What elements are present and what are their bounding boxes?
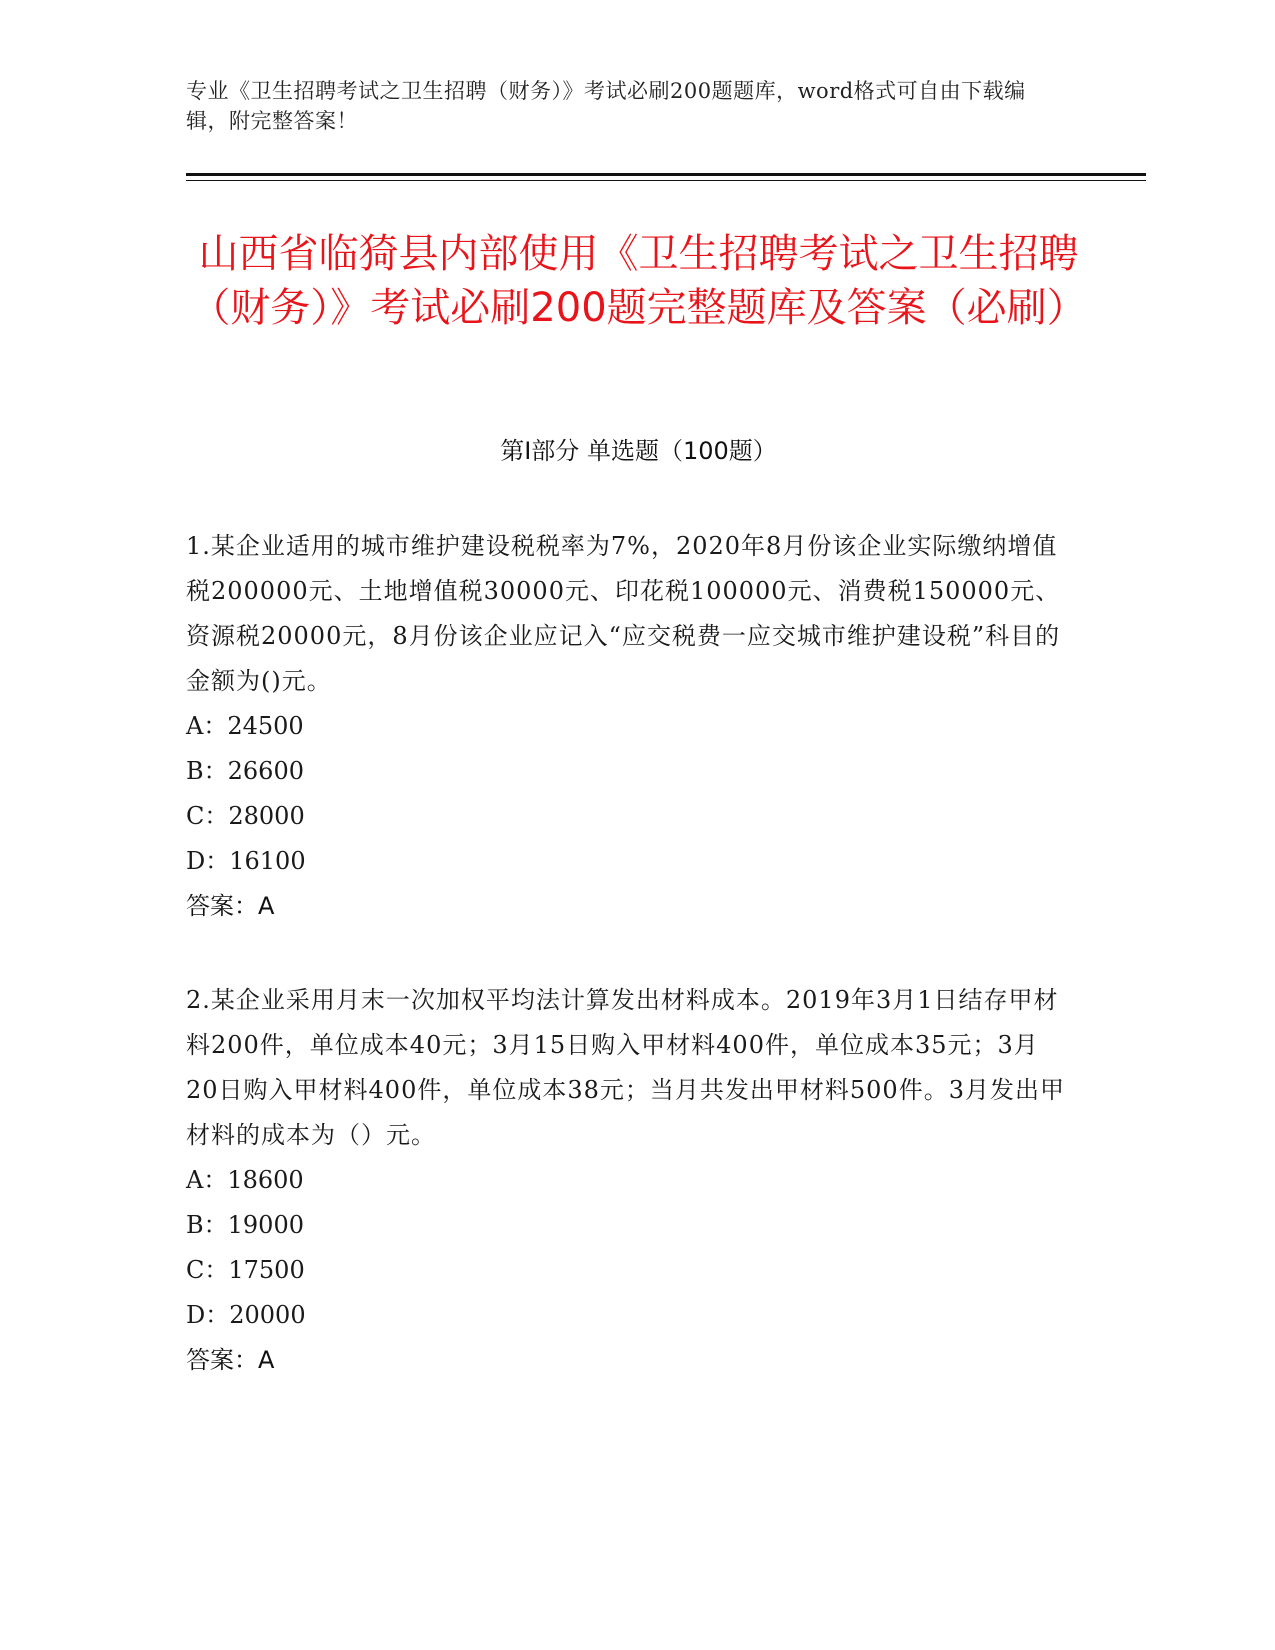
document-title: 山西省临猗县内部使用《卫生招聘考试之卫生招聘（财务）》考试必刷200题完整题库及答案（必刷） xyxy=(190,231,1087,331)
option-b: B：26600 xyxy=(186,757,304,785)
question-text: 2.某企业采用月末一次加权平均法计算发出材料成本。2019年3月1日结存甲材料200件，单位成本40元；3月15日购入甲材料400件，单位成本35元；3月20日购入甲材料400件，单位成本38元；当月共发出甲材料500件。3月发出甲材料的成本为（）元。 xyxy=(186,986,1065,1149)
header-divider-thin xyxy=(186,180,1146,181)
option-a: A：24500 xyxy=(186,712,304,740)
answer-line: 答案：A xyxy=(186,892,275,920)
header-divider-thick xyxy=(186,173,1146,176)
option-c: C：28000 xyxy=(186,802,305,830)
option-a: A：18600 xyxy=(186,1166,304,1194)
section-heading: 第I部分 单选题（100题） xyxy=(500,437,777,465)
question-item xyxy=(186,978,1066,1383)
header-note: 专业《卫生招聘考试之卫生招聘（财务）》考试必刷200题题库，word格式可自由下载编辑，附完整答案！ xyxy=(186,79,1026,133)
question-item xyxy=(186,524,1066,929)
answer-line: 答案：A xyxy=(186,1346,275,1374)
question-text: 1.某企业适用的城市维护建设税税率为7%，2020年8月份该企业实际缴纳增值税200000元、土地增值税30000元、印花税100000元、消费税150000元、资源税20000元，8月份该企业应记入“应交税费一应交城市维护建设税”科目的金额为()元。 xyxy=(186,532,1061,695)
option-d: D：16100 xyxy=(186,847,306,875)
option-c: C：17500 xyxy=(186,1256,305,1284)
option-b: B：19000 xyxy=(186,1211,304,1239)
option-d: D：20000 xyxy=(186,1301,306,1329)
